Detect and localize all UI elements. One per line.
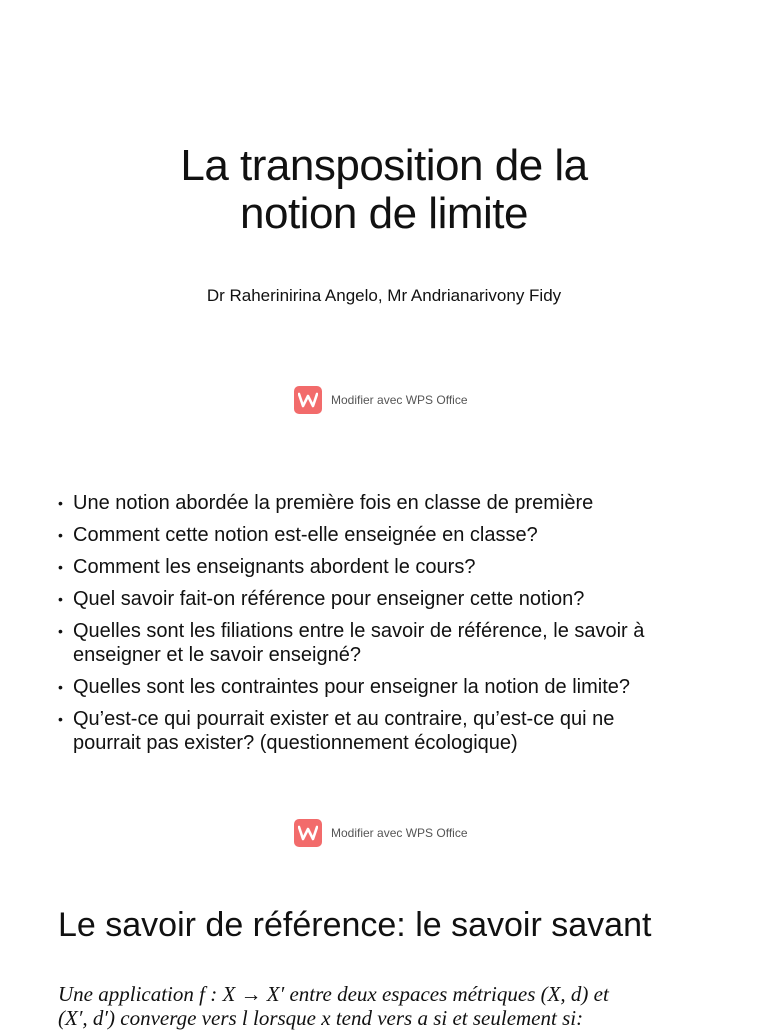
title-line-1: La transposition de la (180, 141, 588, 190)
wps-edit-badge[interactable] (294, 386, 468, 414)
list-item-text-cont: pourrait pas exister? (questionnement écologique) (73, 732, 518, 754)
title-line-2: notion de limite (240, 189, 528, 238)
wps-edit-label: Modifier avec WPS Office (331, 393, 468, 407)
list-item (58, 619, 738, 667)
list-item (58, 587, 738, 611)
list-item-text: Qu’est-ce qui pourrait exister et au contraire, qu’est-ce qui ne (73, 708, 615, 730)
wps-office-icon (294, 386, 322, 414)
list-item (58, 707, 738, 755)
list-item (58, 523, 738, 547)
wps-edit-label: Modifier avec WPS Office (331, 826, 468, 840)
list-item-text: Quel savoir fait-on référence pour enseigner cette notion? (73, 588, 585, 610)
list-item-text: Quelles sont les filiations entre le savoir de référence, le savoir à (73, 620, 645, 642)
definition-text (58, 982, 718, 1030)
section-heading: Le savoir de référence: le savoir savant (58, 906, 652, 944)
list-item-text-cont: enseigner et le savoir enseigné? (73, 644, 361, 666)
list-item-text: Une notion abordée la première fois en classe de première (73, 492, 594, 514)
list-item-text: Comment les enseignants abordent le cours? (73, 556, 476, 578)
bullet-list (58, 491, 738, 763)
bullet-icon: • (58, 679, 63, 695)
bullet-icon: • (58, 711, 63, 727)
bullet-icon: • (58, 591, 63, 607)
list-item (58, 675, 738, 699)
list-item (58, 555, 738, 579)
bullet-icon: • (58, 623, 63, 639)
bullet-icon: • (58, 495, 63, 511)
authors: Dr Raherinirina Angelo, Mr Andrianarivony Fidy (206, 286, 562, 305)
wps-office-icon (294, 819, 322, 847)
definition-line-2: (X′, d′) converge vers l lorsque x tend vers a si et seulement si: (58, 1006, 584, 1030)
bullet-icon: • (58, 527, 63, 543)
list-item-text: Comment cette notion est-elle enseignée en classe? (73, 524, 538, 546)
list-item-text: Quelles sont les contraintes pour enseigner la notion de limite? (73, 676, 630, 698)
slide-title (0, 142, 768, 238)
definition-line-1: Une application f : X → X′ entre deux espaces métriques (X, d) et (58, 982, 609, 1006)
list-item (58, 491, 738, 515)
wps-edit-badge[interactable] (294, 819, 468, 847)
bullet-icon: • (58, 559, 63, 575)
